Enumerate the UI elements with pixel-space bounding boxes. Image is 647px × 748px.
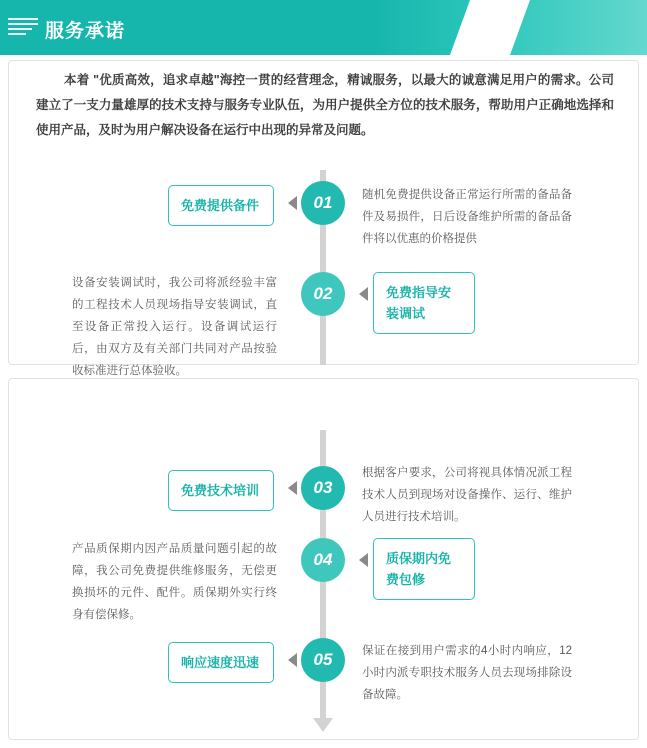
step-label-03[interactable]: 免费技术培训 bbox=[168, 470, 274, 511]
step-number-01: 01 bbox=[313, 193, 333, 212]
step-circle-03 bbox=[301, 466, 345, 510]
step-desc-03: 根据客户要求，公司将视具体情况派工程技术人员到现场对设备操作、运行、维护人员进行技术培训。 bbox=[362, 467, 572, 523]
step-number-03: 03 bbox=[313, 478, 333, 497]
connector-notch-01 bbox=[288, 196, 297, 210]
step-circle-02 bbox=[301, 272, 345, 316]
menu-lines-icon bbox=[8, 18, 38, 37]
step-desc-04: 产品质保期内因产品质量问题引起的故障，我公司免费提供维修服务，无偿更换损坏的元件、配件。质保期外实行终身有偿保修。 bbox=[72, 543, 277, 621]
step-label-04[interactable]: 质保期内免费包修 bbox=[373, 538, 475, 600]
step-circle-01 bbox=[301, 181, 345, 225]
connector-notch-03 bbox=[288, 481, 297, 495]
step-label-01[interactable]: 免费提供备件 bbox=[168, 185, 274, 226]
connector-notch-04 bbox=[359, 553, 368, 567]
down-arrow-icon bbox=[313, 718, 333, 732]
intro-paragraph: 本着 "优质高效，追求卓越"海控一贯的经营理念，精诚服务，以最大的诚意满足用户的需求。公司建立了一支力量雄厚的技术支持与服务专业队伍，为用户提供全方位的技术服务，帮助用户正确地选择和使用产品，及时为用户解决设备在运行中出现的异常及问题。 bbox=[36, 73, 614, 137]
page-header bbox=[0, 0, 647, 55]
connector-notch-02 bbox=[359, 287, 368, 301]
step-number-04: 04 bbox=[313, 550, 333, 569]
connector-notch-05 bbox=[288, 653, 297, 667]
step-circle-04 bbox=[301, 538, 345, 582]
step-number-02: 02 bbox=[313, 284, 333, 303]
page-title: 服务承诺 bbox=[45, 21, 126, 42]
step-desc-01: 随机免费提供设备正常运行所需的备品备件及易损件，日后设备维护所需的备品备件将以优惠的价格提供 bbox=[362, 189, 572, 245]
step-label-02[interactable]: 免费指导安装调试 bbox=[373, 272, 475, 334]
step-label-05[interactable]: 响应速度迅速 bbox=[168, 642, 274, 683]
step-circle-05 bbox=[301, 638, 345, 682]
step-desc-05: 保证在接到用户需求的4小时内响应，12小时内派专职技术服务人员去现场排除设备故障。 bbox=[362, 645, 572, 701]
step-desc-02: 设备安装调试时，我公司将派经验丰富的工程技术人员现场指导安装调试，直至设备正常投入运行。设备调试运行后，由双方及有关部门共同对产品按验收标准进行总体验收。 bbox=[72, 277, 277, 377]
step-number-05: 05 bbox=[313, 650, 333, 669]
